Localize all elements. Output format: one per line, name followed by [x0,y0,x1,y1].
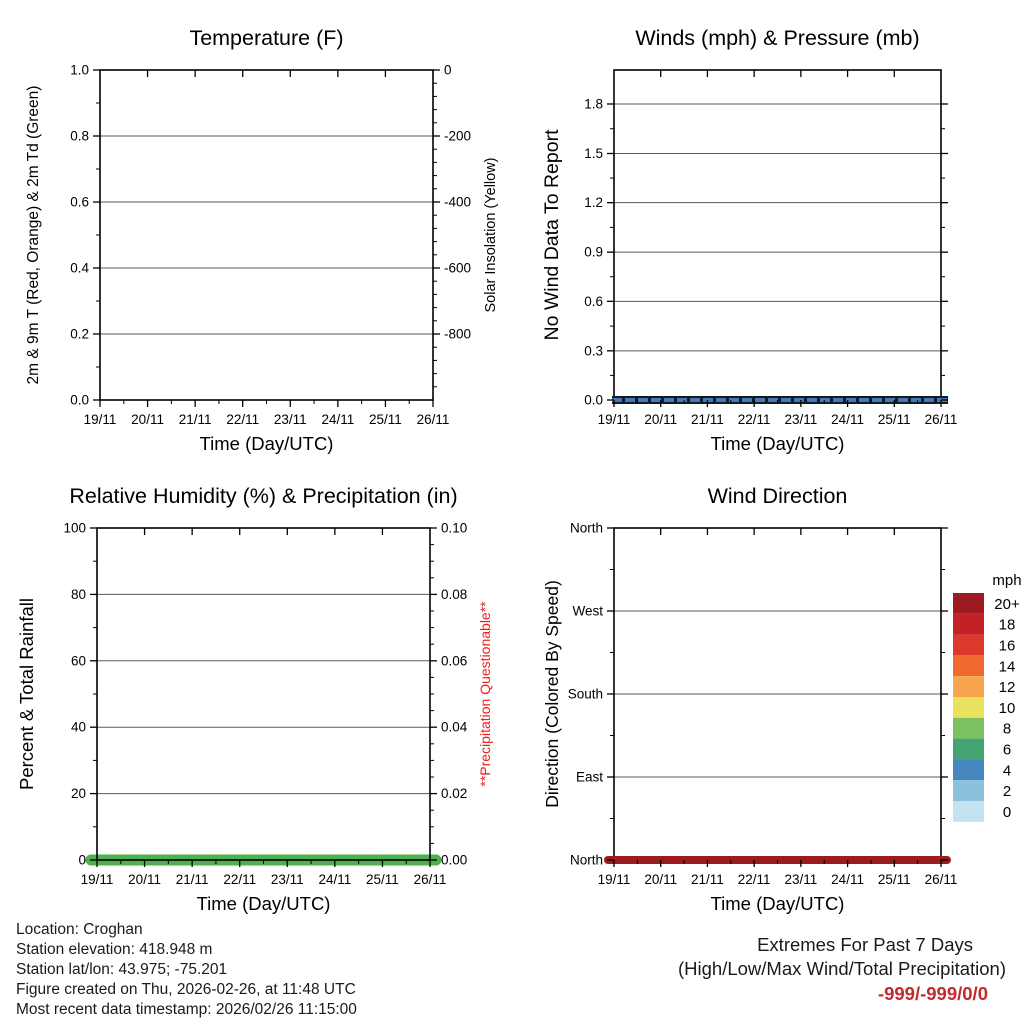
x-tick-label: 23/11 [273,412,307,427]
legend-label: 0 [1002,803,1012,821]
legend-swatch [953,697,984,718]
y-tick-label: 80 [70,586,86,602]
legend-swatch [953,593,984,614]
x-tick-label: 20/11 [131,412,164,427]
legend-label: 12 [998,679,1016,697]
x-tick-label: 24/11 [321,412,355,427]
x-tick-label: 21/11 [691,872,724,887]
y-axis-title: Direction (Colored By Speed) [542,580,562,808]
legend-swatch [953,635,984,656]
y-right-tick-label: 0.02 [441,786,468,802]
x-tick-label: 24/11 [831,412,864,427]
y-tick-label: 0.3 [584,343,603,359]
y-tick-label: 0.8 [70,128,89,144]
y-tick-label: 0 [78,852,86,868]
precip-questionable-note: **Precipitation Questionable** [477,601,493,787]
x-tick-label: 23/11 [784,872,818,887]
y-tick-label: 1.2 [584,195,603,211]
y-tick-label: 0.9 [584,244,603,260]
x-tick-label: 26/11 [924,412,958,427]
x-tick-label: 22/11 [737,872,771,887]
legend-label: 4 [1002,762,1012,780]
station-elevation: Station elevation: 418.948 m [16,941,213,958]
x-tick-label: 21/11 [178,412,212,427]
y-tick-label: 0.0 [584,392,603,408]
legend-swatch [953,759,984,780]
x-tick-label: 25/11 [366,872,399,887]
y-right-tick-label: 0 [444,62,452,78]
x-axis-title: Time (Day/UTC) [710,893,845,914]
y-tick-label: 20 [70,786,86,802]
x-tick-label: 25/11 [369,412,402,427]
legend-swatch [953,801,984,822]
station-latlon: Station lat/lon: 43.975; -75.201 [16,961,228,978]
y-right-tick-label: -800 [444,326,472,342]
x-tick-label: 20/11 [128,872,161,887]
y-right-tick-label: -400 [444,194,472,210]
y-axis-title: Percent & Total Rainfall [16,598,37,790]
y-tick-label: 1.5 [584,145,603,161]
extremes-value: -999/-999/0/0 [877,983,988,1004]
x-tick-label: 25/11 [877,412,911,427]
panel-title: Relative Humidity (%) & Precipitation (in) [69,484,458,508]
y-right-tick-label: 0.06 [441,653,468,669]
x-tick-label: 22/11 [223,872,257,887]
x-tick-label: 22/11 [226,412,260,427]
legend-swatch [953,718,984,739]
legend-label: 20+ [994,595,1020,613]
y-tick-label: West [572,603,603,619]
x-tick-label: 23/11 [270,872,304,887]
x-tick-label: 24/11 [318,872,352,887]
data-timestamp: Most recent data timestamp: 2026/02/26 11:15:00 [16,1001,357,1018]
x-tick-label: 20/11 [644,872,678,887]
x-tick-label: 26/11 [413,872,447,887]
y-tick-label: South [567,686,603,702]
panel-title: Winds (mph) & Pressure (mb) [635,26,920,50]
y-tick-label: 0.0 [70,392,89,408]
x-tick-label: 21/11 [691,412,724,427]
figure-created: Figure created on Thu, 2026-02-26, at 11:48 UTC [16,981,356,998]
y-right-tick-label: -600 [444,260,472,276]
plot-frame [97,528,430,860]
plot-frame [100,70,433,400]
extremes-title: Extremes For Past 7 Days [757,934,973,955]
x-tick-label: 19/11 [83,412,117,427]
x-tick-label: 23/11 [784,412,818,427]
legend-label: 2 [1002,783,1012,801]
legend-label: 18 [998,616,1016,634]
x-tick-label: 26/11 [924,872,958,887]
y-tick-label: North [569,852,603,868]
legend-swatch [953,780,984,801]
legend-swatch [953,614,984,635]
legend-label: 16 [998,637,1016,655]
x-axis-title: Time (Day/UTC) [710,433,845,454]
y-right-tick-label: 0.04 [441,719,468,735]
station-location: Location: Croghan [16,921,143,938]
y-tick-label: 40 [70,719,86,735]
legend-label: 10 [998,699,1016,717]
x-tick-label: 20/11 [644,412,678,427]
x-tick-label: 24/11 [831,872,864,887]
legend-swatch [953,655,984,676]
legend-label: 6 [1002,741,1012,759]
y-tick-label: East [575,769,603,785]
y-right-tick-label: -200 [444,128,472,144]
station-info [16,920,357,1020]
extremes-subtitle: (High/Low/Max Wind/Total Precipitation) [678,958,1006,979]
y-axis-title: No Wind Data To Report [541,129,563,341]
legend-title: mph [992,572,1022,589]
y-axis-title: 2m & 9m T (Red, Orange) & 2m Td (Green) [25,85,42,385]
y-right-tick-label: 0.10 [441,520,468,536]
x-tick-label: 22/11 [737,412,771,427]
legend-swatch [953,676,984,697]
y-tick-label: 60 [70,653,86,669]
y-tick-label: 1.0 [70,62,89,78]
x-tick-label: 19/11 [597,412,631,427]
x-tick-label: 19/11 [597,872,631,887]
y-tick-label: 0.6 [70,194,89,210]
legend-swatch [953,739,984,760]
panel-title: Wind Direction [707,484,848,508]
x-axis-title: Time (Day/UTC) [199,433,334,454]
y-tick-label: 0.4 [70,260,89,276]
x-tick-label: 19/11 [80,872,114,887]
y-right-axis-title: Solar Insolation (Yellow) [483,157,499,313]
y-tick-label: 0.2 [70,326,89,342]
y-right-tick-label: 0.00 [441,852,468,868]
y-tick-label: 0.6 [584,293,603,309]
y-tick-label: North [569,520,603,536]
y-tick-label: 1.8 [584,96,603,112]
x-axis-title: Time (Day/UTC) [196,893,331,914]
x-tick-label: 21/11 [175,872,209,887]
panel-title: Temperature (F) [189,26,344,50]
x-tick-label: 25/11 [877,872,911,887]
y-right-tick-label: 0.08 [441,586,468,602]
x-tick-label: 26/11 [416,412,450,427]
y-tick-label: 100 [63,520,86,536]
legend-label: 8 [1002,720,1012,738]
legend-label: 14 [998,658,1016,676]
